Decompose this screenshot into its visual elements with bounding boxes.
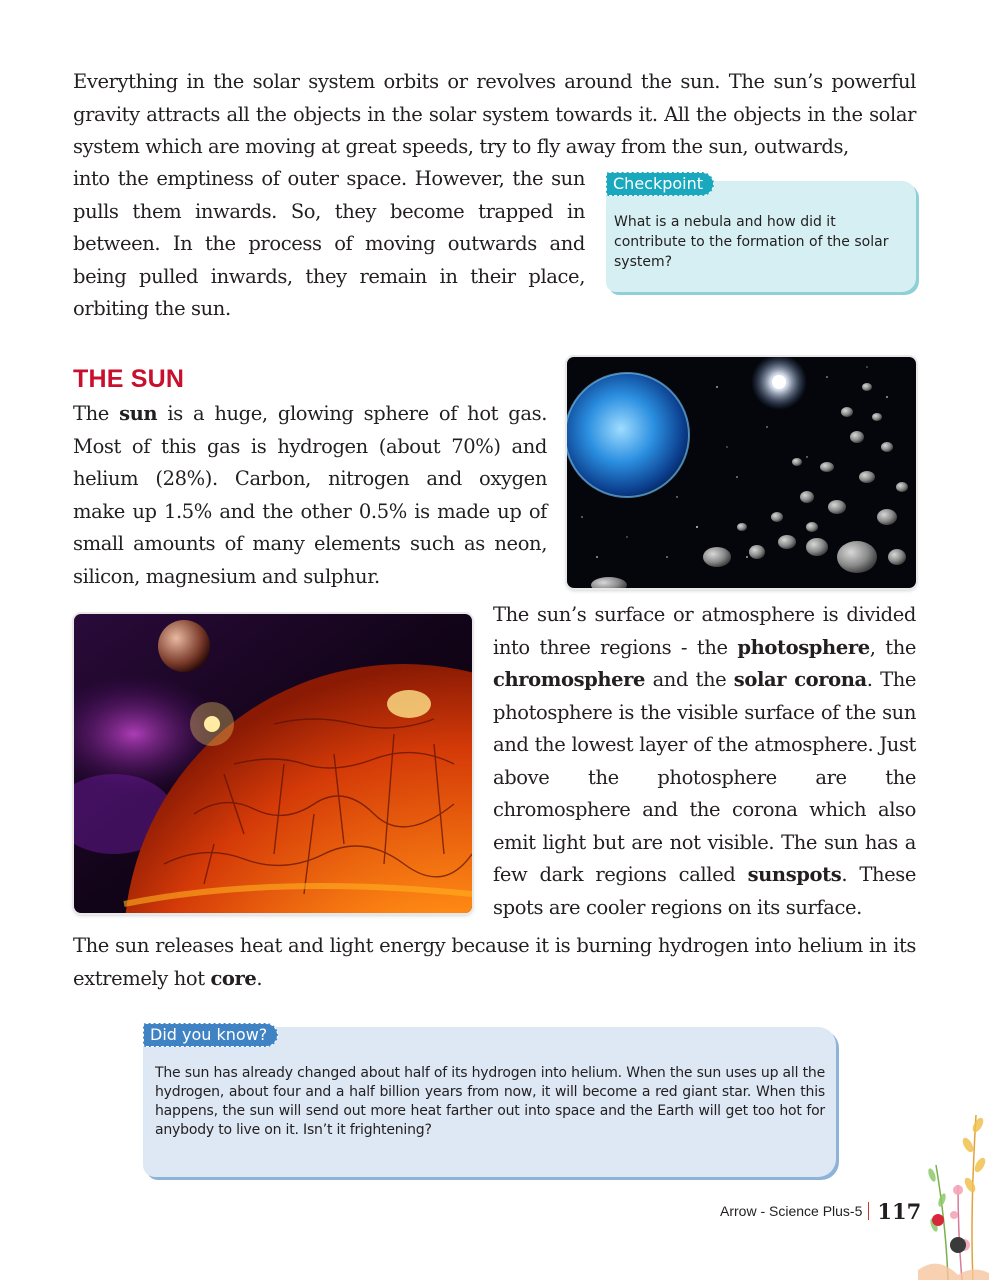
surface-text-2: , the: [869, 635, 916, 659]
intro-text-full: Everything in the solar system orbits or revolves around the sun. The sun’s powerful gravity attracts all the objects in the solar system towards it. All the objects in the solar system which are moving at great speeds, try to fly away from the sun, outwards,: [73, 70, 916, 158]
surface-text-1: The sun’s surface or atmosphere is divided into three regions - the: [493, 603, 916, 659]
checkpoint-question: What is a nebula and how did it contribute to the formation of the solar system?: [614, 214, 889, 270]
intro-text-narrow: into the emptiness of outer space. However, the sun pulls them inwards. So, they become trapped in between. In the process of moving outwards and being pulled inwards, they remain in their place, orbiting the sun.: [73, 167, 585, 320]
sun-text-lead: The: [73, 402, 120, 425]
core-text-2: .: [256, 966, 263, 990]
surface-text-5: . These spots are cooler regions on its surface.: [493, 863, 916, 919]
did-you-know-box: [143, 1027, 836, 1177]
page-footer: [720, 1198, 921, 1224]
term-chromosphere: chromosphere: [493, 668, 646, 691]
did-you-know-tag: Did you know?: [143, 1023, 278, 1047]
term-sunspots: sunspots: [747, 863, 842, 886]
term-photosphere: photosphere: [737, 635, 870, 659]
section-heading: THE SUN: [73, 365, 185, 393]
did-you-know-text: The sun has already changed about half of its hydrogen into helium. When the sun uses up all the hydrogen, about four and a half billion years from now, it will become a red giant star. When this happens, the sun will send out more heat farther out into space and the Earth will get too hot for anybody to live on it. Isn’t it frightening?: [155, 1065, 825, 1138]
term-core: core: [210, 966, 257, 990]
floral-decoration-icon: [918, 1105, 989, 1280]
footer-divider: [868, 1202, 869, 1220]
surface-text-4: . The photosphere is the visible surface of the sun and the lowest layer of the atmosphere. Just above the photosphere are the chromosphere and the corona which also emit light but are not visible. The sun has a few dark regions called: [493, 668, 916, 886]
checkpoint-tag: Checkpoint: [606, 172, 714, 196]
term-solar-corona: solar corona: [733, 668, 867, 691]
book-title: Arrow - Science Plus-5: [720, 1203, 863, 1219]
surface-paragraph: [493, 599, 916, 924]
intro-paragraph-full: [73, 66, 916, 164]
sun-paragraph: [73, 398, 547, 593]
sun-text-rest: is a huge, glowing sphere of hot gas. Most of this gas is hydrogen (about 70%) and helium (28%). Carbon, nitrogen and oxygen make up 1.5% and the other 0.5% is made up of small amounts of many elements such as neon, silicon, magnesium and sulphur.: [73, 402, 547, 588]
surface-text-3: and the: [645, 668, 734, 691]
sun-surface-image: [74, 614, 472, 913]
space-planet-asteroids-image: [567, 357, 916, 588]
core-paragraph: [73, 930, 916, 995]
intro-paragraph-narrow: [73, 163, 585, 326]
checkpoint-box: [606, 174, 916, 292]
core-text-1: The sun releases heat and light energy because it is burning hydrogen into helium in its extremely hot: [73, 934, 916, 990]
page-number: 117: [877, 1198, 922, 1224]
term-sun: sun: [119, 402, 158, 425]
